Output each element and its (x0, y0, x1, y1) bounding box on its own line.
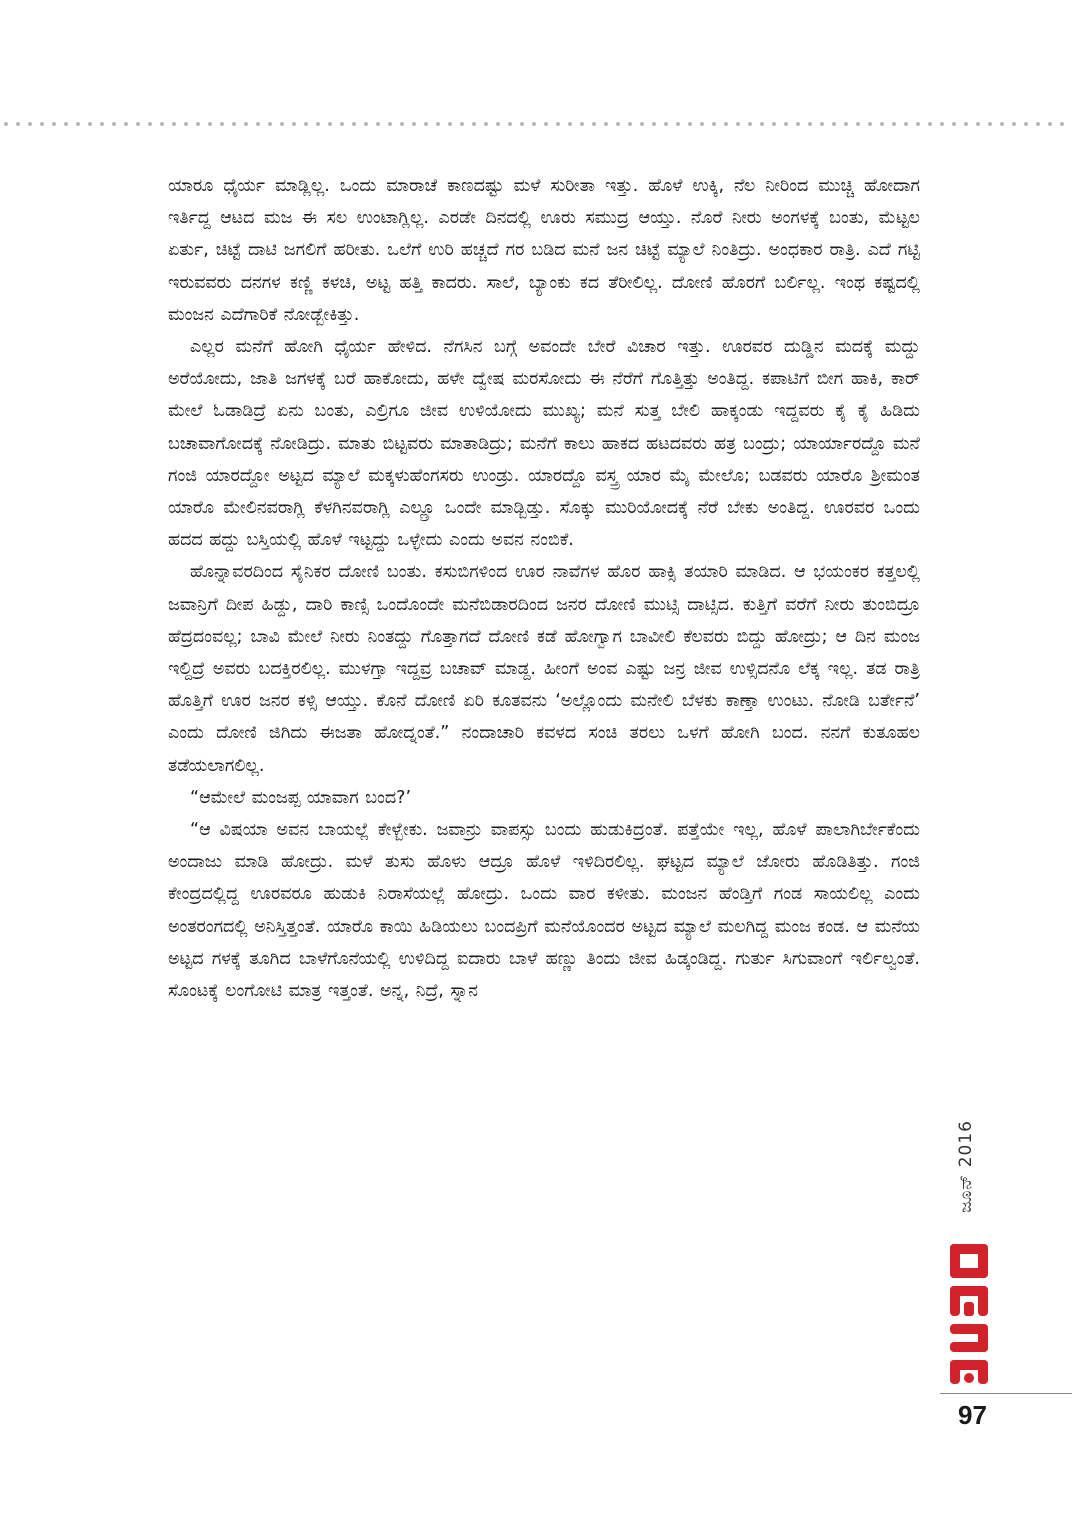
article-paragraph-3: ಹೊನ್ನಾವರದಿಂದ ಸೈನಿಕರ ದೋಣಿ ಬಂತು. ಕಸುಬಿಗಳಿಂದ ಊರ ನಾವೆಗಳ ಹೊರ ಹಾಕ್ಸಿ ತಯಾರಿ ಮಾಡಿದ. ಆ ಭಯಂಕರ ಕತ್ತಲಲ್ಲಿ ಜವಾನ್ರಿಗೆ ದೀಪ ಹಿಡ್ದು, ದಾರಿ ಕಾಣ್ಸಿ ಒಂದೊಂದೇ ಮನೆಬಿಡಾರದಿಂದ ಜನರ ದೋಣಿ ಮುಟ್ಸಿ ದಾಟ್ಸಿದ. ಕುತ್ತಿಗೆ ವರೆಗೆ ನೀರು ತುಂಬಿದ್ರೂ ಹೆದ್ರದಂವಲ್ಲ; ಬಾವಿ ಮೇಲೆ ನೀರು ನಿಂತದ್ದು ಗೊತ್ತಾಗದೆ ದೋಣಿ ಕಡೆ ಹೋಗ್ವಾಗ ಬಾವೀಲಿ ಕೆಲವರು ಬಿದ್ದು ಹೋದ್ರು; ಆ ದಿನ ಮಂಜ ಇಲ್ದಿದ್ರೆ ಅವರು ಬದಕ್ತಿರಲಿಲ್ಲ. ಮುಳಗ್ತಾ ಇದ್ದವ್ರ ಬಚಾವ್ ಮಾಡ್ದ. ಹೀಂಗೆ ಅಂವ ಎಷ್ಟು ಜನ್ರ ಜೀವ ಉಳ್ಸಿದನೊ ಲೆಕ್ಕ ಇಲ್ಲ. ತಡ ರಾತ್ರಿ ಹೊತ್ತಿಗೆ ಊರ ಜನರ ಕಳ್ಸಿ ಆಯ್ತು. ಕೊನೆ ದೋಣಿ ಏರಿ ಕೂತವನು ‘ಅಲ್ಲೊಂದು ಮನೇಲಿ ಬೆಳಕು ಕಾಣ್ತಾ ಉಂಟು. ನೋಡಿ ಬರ್ತೇನೆ’ ಎಂದು ದೋಣಿ ಜಿಗಿದು ಈಜತಾ ಹೋದ್ನಂತೆ.” ನಂದಾಚಾರಿ ಕವಳದ ಸಂಚಿ ತರಲು ಒಳಗೆ ಹೋಗಿ ಬಂದ. ನನಗೆ ಕುತೂಹಲ ತಡೆಯಲಾಗಲಿಲ್ಲ. (168, 562, 920, 776)
page-number-rule (940, 1393, 1072, 1394)
article-paragraph-2: ಎಲ್ಲರ ಮನೆಗೆ ಹೋಗಿ ಧೈರ್ಯ ಹೇಳಿದ. ನೆಗಸಿನ ಬಗ್ಗೆ ಅವಂದೇ ಬೇರೆ ವಿಚಾರ ಇತ್ತು. ಊರವರ ದುಡ್ಡಿನ ಮದಕ್ಕೆ ಮದ್ದು ಅರೆಯೋದು, ಜಾತಿ ಜಗಳಕ್ಕೆ ಬರೆ ಹಾಕೋದು, ಹಳೇ ದ್ವೇಷ ಮರಸೋದು ಈ ನೆರೆಗೆ ಗೊತ್ತಿತ್ತು ಅಂತಿದ್ದ. ಕಪಾಟಿಗೆ ಬೀಗ ಹಾಕಿ, ಕಾರ್ ಮೇಲೆ ಓಡಾಡಿದ್ರೆ ಏನು ಬಂತು, ಎಲ್ರಿಗೂ ಜೀವ ಉಳಿಯೋದು ಮುಖ್ಯ; ಮನೆ ಸುತ್ತ ಬೇಲಿ ಹಾಕ್ಕಂಡು ಇದ್ದವರು ಕೈ ಕೈ ಹಿಡಿದು ಬಚಾವಾಗೋದಕ್ಕೆ ನೋಡಿದ್ರು. ಮಾತು ಬಿಟ್ಟವರು ಮಾತಾಡಿದ್ರು; ಮನೆಗೆ ಕಾಲು ಹಾಕದ ಹಟದವರು ಹತ್ರ ಬಂದ್ರು; ಯಾರ್ಯಾರದ್ದೊ ಮನೆ ಗಂಜಿ ಯಾರದ್ದೋ ಅಟ್ಟದ ಮ್ಯಾಲೆ ಮಕ್ಕಳುಹೆಂಗಸರು ಉಂಡ್ರು. ಯಾರದ್ದೊ ವಸ್ತ್ರ ಯಾರ ಮೈ ಮೇಲೊ; ಬಡವರು ಯಾರೊ ಶ್ರೀಮಂತ ಯಾರೊ ಮೇಲಿನವರಾಗ್ಲಿ ಕೆಳಗಿನವರಾಗ್ಲಿ ಎಲ್ಲ್ರೂ ಒಂದೇ ಮಾಡ್ಬಿಡ್ತು. ಸೊಕ್ಕು ಮುರಿಯೋದಕ್ಕೆ ನೆರೆ ಬೇಕು ಅಂತಿದ್ದ. ಊರವರ ಒಂದು ಹದದ ಹದ್ದು ಬಸ್ತಿಯಲ್ಲಿ ಹೊಳೆ ಇಟ್ಟದ್ದು ಒಳ್ಳೇದು ಎಂದು ಅವನ ನಂಬಿಕೆ. (168, 337, 920, 551)
top-dotted-divider (0, 120, 1072, 128)
article-body (168, 170, 920, 1007)
article-paragraph-4: “ಆಮೇಲೆ ಮಂಜಪ್ಪ ಯಾವಾಗ ಬಂದ?’ (190, 787, 412, 808)
page-number: 97 (958, 1400, 987, 1430)
issue-date: ಜೂನ್ 2016 (956, 1120, 976, 1213)
article-paragraph-1: ಯಾರೂ ಧೈರ್ಯ ಮಾಡ್ಲಿಲ್ಲ. ಒಂದು ಮಾರಾಚೆ ಕಾಣದಷ್ಟು ಮಳೆ ಸುರೀತಾ ಇತ್ತು. ಹೊಳೆ ಉಕ್ಕಿ, ನೆಲ ನೀರಿಂದ ಮುಚ್ಚಿ ಹೋದಾಗ ಇರ್ತಿದ್ದ ಆಟದ ಮಜ ಈ ಸಲ ಉಂಟಾಗ್ಲಿಲ್ಲ. ಎರಡೇ ದಿನದಲ್ಲಿ ಊರು ಸಮುದ್ರ ಆಯ್ತು. ನೊರೆ ನೀರು ಅಂಗಳಕ್ಕೆ ಬಂತು, ಮೆಟ್ಟಲ ಏರ್ತು, ಚಿಟ್ಟೆ ದಾಟಿ ಜಗಲಿಗೆ ಹರೀತು. ಒಲೆಗೆ ಉರಿ ಹಚ್ಚದೆ ಗರ ಬಡಿದ ಮನೆ ಜನ ಚಿಟ್ಟೆ ಮ್ಯಾಲೆ ನಿಂತಿದ್ರು. ಅಂಧಕಾರ ರಾತ್ರಿ. ಎದೆ ಗಟ್ಟಿ ಇರುವವರು ದನಗಳ ಕಣ್ಣಿ ಕಳಚಿ, ಅಟ್ಟ ಹತ್ತಿ ಕಾದರು. ಸಾಲೆ, ಬ್ಯಾಂಕು ಕದ ತೆರೀಲಿಲ್ಲ. ದೋಣಿ ಹೊರಗೆ ಬರ್ಲಿಲ್ಲ. ಇಂಥ ಕಷ್ಟದಲ್ಲಿ ಮಂಜನ ಎದೆಗಾರಿಕೆ ನೋಡ್ಬೇಕಿತ್ತು. (168, 176, 920, 325)
magazine-logo-mark (948, 1240, 992, 1388)
article-paragraph-5: “ಆ ವಿಷಯಾ ಅವನ ಬಾಯಲ್ಲೆ ಕೇಳ್ಬೇಕು. ಜವಾನ್ರು ವಾಪಸ್ಸು ಬಂದು ಹುಡುಕಿದ್ರಂತೆ. ಪತ್ತೆಯೇ ಇಲ್ಲ, ಹೊಳೆ ಪಾಲಾಗಿರ್ಬೇಕೆಂದು ಅಂದಾಜು ಮಾಡಿ ಹೋದ್ರು. ಮಳೆ ತುಸು ಹೊಳು ಆದ್ರೂ ಹೊಳೆ ಇಳಿದಿರಲಿಲ್ಲ. ಘಟ್ಟದ ಮ್ಯಾಲೆ ಜೋರು ಹೊಡಿತಿತ್ತು. ಗಂಜಿ ಕೇಂದ್ರದಲ್ಲಿದ್ದ ಊರವರೂ ಹುಡುಕಿ ನಿರಾಸೆಯಲ್ಲೆ ಹೋದ್ರು. ಒಂದು ವಾರ ಕಳೀತು. ಮಂಜನ ಹೆಂಡ್ತಿಗೆ ಗಂಡ ಸಾಯಲಿಲ್ಲ ಎಂದು ಅಂತರಂಗದಲ್ಲಿ ಅನಿಸ್ತಿತ್ತಂತೆ. ಯಾರೊ ಕಾಯಿ ಹಿಡಿಯಲು ಬಂದಪ್ರಿಗೆ ಮನೆಯೊಂದರ ಅಟ್ಟದ ಮ್ಯಾಲೆ ಮಲಗಿದ್ದ ಮಂಜ ಕಂಡ. ಆ ಮನೆಯ ಅಟ್ಟದ ಗಳಕ್ಕೆ ತೂಗಿದ ಬಾಳೆಗೊನೆಯಲ್ಲಿ ಉಳಿದಿದ್ದ ಐದಾರು ಬಾಳೆ ಹಣ್ಣು ತಿಂದು ಜೀವ ಹಿಡ್ಕಂಡಿದ್ದ. ಗುರ್ತು ಸಿಗುವಾಂಗೆ ಇರ್ಲಿಲ್ವಂತೆ. ಸೊಂಟಕ್ಕೆ ಲಂಗೋಟಿ ಮಾತ್ರ ಇತ್ತಂತೆ. ಅನ್ನ, ನಿದ್ರೆ, ಸ್ನಾನ (168, 820, 920, 1002)
magazine-logo (948, 1240, 992, 1388)
